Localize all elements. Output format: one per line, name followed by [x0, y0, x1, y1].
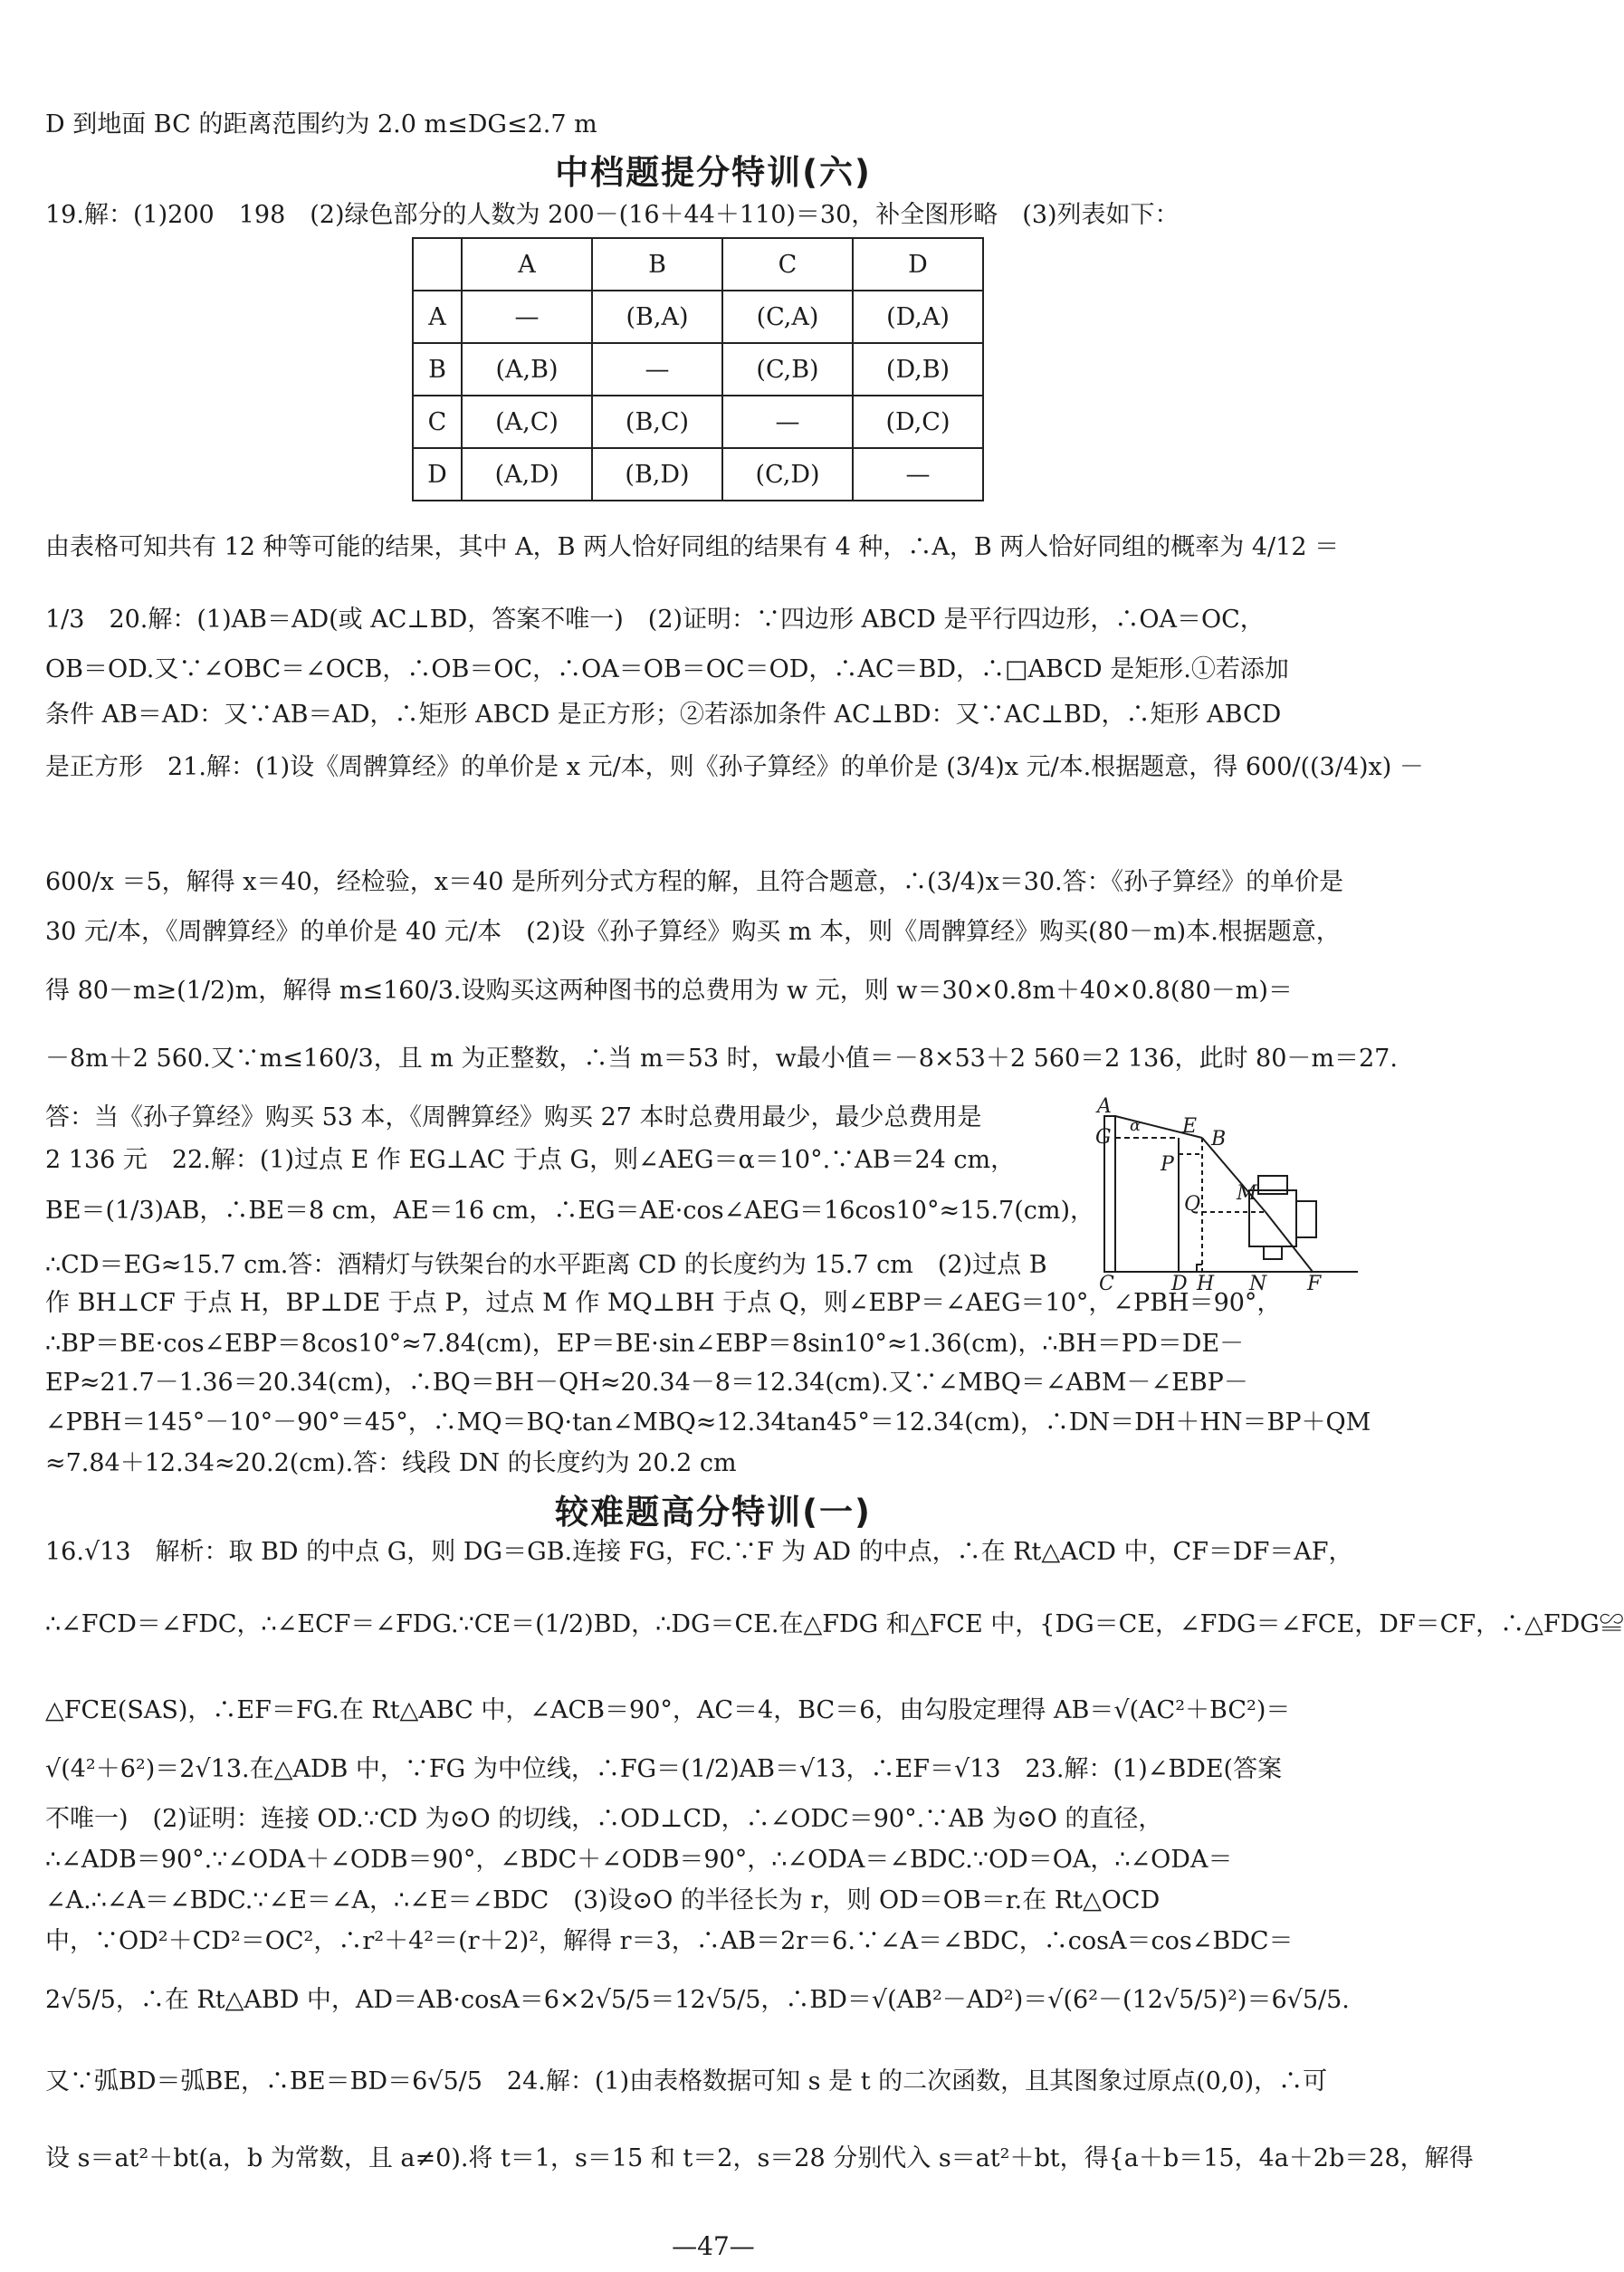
table-cell: (A,C) — [462, 396, 592, 448]
table-cell: B — [413, 343, 462, 396]
label-c: C — [1099, 1273, 1114, 1295]
text-line: 1/3 20.解：(1)AB＝AD(或 AC⊥BD，答案不唯一) (2)证明：∵四边形 ABCD 是平行四边形，∴OA＝OC， — [45, 606, 1265, 634]
table-header-row — [413, 238, 983, 291]
table-cell: (D,C) — [853, 396, 983, 448]
table-cell: (B,A) — [592, 291, 722, 343]
text-line: BE＝(1/3)AB，∴BE＝8 cm，AE＝16 cm，∴EG＝AE·cos∠AEG＝16cos10°≈15.7(cm)， — [45, 1197, 1094, 1225]
label-q: Q — [1184, 1193, 1201, 1216]
table-cell: A — [462, 238, 592, 291]
table-cell: (D,A) — [853, 291, 983, 343]
label-p: P — [1161, 1153, 1174, 1176]
text-line: 作 BH⊥CF 于点 H，BP⊥DE 于点 P，过点 M 作 MQ⊥BH 于点 Q，则∠EBP＝∠AEG＝10°，∠PBH＝90°， — [45, 1289, 1282, 1317]
text-line: 是正方形 21.解：(1)设《周髀算经》的单价是 x 元/本，则《孙子算经》的单价是 (3/4)x 元/本.根据题意，得 600/((3/4)x) － — [45, 753, 1424, 781]
table-cell: — — [722, 396, 853, 448]
table-cell: C — [722, 238, 853, 291]
text-line: 16.√13 解析：取 BD 的中点 G，则 DG＝GB.连接 FG，FC.∵F 为 AD 的中点，∴在 Rt△ACD 中，CF＝DF＝AF， — [45, 1538, 1353, 1566]
label-d: D — [1171, 1273, 1188, 1295]
table-cell: D — [413, 448, 462, 501]
table-row — [413, 396, 983, 448]
text-line: ≈7.84＋12.34≈20.2(cm).答：线段 DN 的长度约为 20.2 cm — [45, 1449, 737, 1477]
burner-base — [1264, 1246, 1282, 1259]
table-cell: — — [462, 291, 592, 343]
table-row — [413, 291, 983, 343]
text-line: 30 元/本，《周髀算经》的单价是 40 元/本 (2)设《孙子算经》购买 m 本，则《周髀算经》购买(80－m)本.根据题意， — [45, 918, 1341, 946]
text-line: 得 80－m≥(1/2)m，解得 m≤160/3.设购买这两种图书的总费用为 w 元，则 w＝30×0.8m＋40×0.8(80－m)＝ — [45, 977, 1293, 1005]
text-line: EP≈21.7－1.36＝20.34(cm)，∴BQ＝BH－QH≈20.34－8＝12.34(cm).又∵∠MBQ＝∠ABM－∠EBP－ — [45, 1369, 1248, 1397]
text-line: ∠PBH＝145°－10°－90°＝45°，∴MQ＝BQ·tan∠MBQ≈12.34tan45°＝12.34(cm)，∴DN＝DH＋HN＝BP＋QM — [45, 1408, 1371, 1437]
text-line: ∴∠FCD＝∠FDC，∴∠ECF＝∠FDG.∵CE＝(1/2)BD，∴DG＝CE.在△FDG 和△FCE 中，{DG＝CE，∠FDG＝∠FCE，DF＝CF，∴△FDG≌ — [45, 1610, 1624, 1638]
text-line: 中，∵OD²＋CD²＝OC²，∴r²＋4²＝(r＋2)²，解得 r＝3，∴AB＝2r＝6.∵∠A＝∠BDC，∴cosA＝cos∠BDC＝ — [45, 1927, 1294, 1955]
table-cell: A — [413, 291, 462, 343]
grouping-table — [412, 237, 984, 501]
section-heading: 中档题提分特训(六) — [555, 153, 872, 192]
text-line: 条件 AB＝AD：又∵AB＝AD，∴矩形 ABCD 是正方形；②若添加条件 AC⊥BD：又∵AC⊥BD，∴矩形 ABCD — [45, 701, 1282, 729]
rod-mf — [1266, 1212, 1313, 1272]
text-line: ∴BP＝BE·cos∠EBP＝8cos10°≈7.84(cm)，EP＝BE·sin∠EBP＝8sin10°≈1.36(cm)，∴BH＝PD＝DE－ — [45, 1330, 1245, 1358]
table-cell: (B,C) — [592, 396, 722, 448]
text-line: 600/x ＝5，解得 x＝40，经检验，x＝40 是所列分式方程的解，且符合题意，∴(3/4)x＝30.答：《孙子算经》的单价是 — [45, 868, 1344, 896]
page-number: —47— — [672, 2231, 755, 2261]
table-cell: (A,D) — [462, 448, 592, 501]
table-cell: (A,B) — [462, 343, 592, 396]
label-h: H — [1197, 1273, 1215, 1295]
text-line: D 到地面 BC 的距离范围约为 2.0 m≤DG≤2.7 m — [45, 110, 597, 138]
burner-side — [1296, 1201, 1316, 1237]
table-cell: (C,D) — [722, 448, 853, 501]
table-cell: — — [853, 448, 983, 501]
table-cell: B — [592, 238, 722, 291]
text-line: 答：当《孙子算经》购买 53 本，《周髀算经》购买 27 本时总费用最少，最少总费用是 — [45, 1103, 982, 1131]
text-line: √(4²＋6²)＝2√13.在△ADB 中，∵FG 为中位线，∴FG＝(1/2)AB＝√13，∴EF＝√13 23.解：(1)∠BDE(答案 — [45, 1755, 1283, 1783]
text-line: 2√5/5，∴在 Rt△ABD 中，AD＝AB·cosA＝6×2√5/5＝12√5/5，∴BD＝√(AB²－AD²)＝√(6²－(12√5/5)²)＝6√5/5. — [45, 1986, 1350, 2014]
text-line: －8m＋2 560.又∵m≤160/3，且 m 为正整数，∴当 m＝53 时，w最小值＝－8×53＋2 560＝2 136，此时 80－m＝27. — [45, 1045, 1398, 1073]
label-alpha: α — [1130, 1116, 1142, 1135]
label-e: E — [1182, 1115, 1198, 1138]
table-cell: — — [592, 343, 722, 396]
table-cell: D — [853, 238, 983, 291]
label-m: M — [1237, 1182, 1257, 1205]
text-line: ∠A.∴∠A＝∠BDC.∵∠E＝∠A，∴∠E＝∠BDC (3)设⊙O 的半径长为 r，则 OD＝OB＝r.在 Rt△OCD — [45, 1886, 1161, 1914]
label-n: N — [1249, 1273, 1267, 1295]
table-row — [413, 343, 983, 396]
label-f: F — [1307, 1273, 1322, 1295]
table-cell: (D,B) — [853, 343, 983, 396]
text-line: OB＝OD.又∵∠OBC＝∠OCB，∴OB＝OC，∴OA＝OB＝OC＝OD，∴AC＝BD，∴□ABCD 是矩形.①若添加 — [45, 655, 1289, 683]
label-b: B — [1211, 1128, 1227, 1150]
table-cell: (C,B) — [722, 343, 853, 396]
text-line: 由表格可知共有 12 种等可能的结果，其中 A，B 两人恰好同组的结果有 4 种，∴A，B 两人恰好同组的概率为 4/12 ＝ — [45, 533, 1340, 561]
text-line: 19.解：(1)200 198 (2)绿色部分的人数为 200－(16＋44＋110)＝30，补全图形略 (3)列表如下： — [45, 201, 1180, 229]
text-line: ∴CD＝EG≈15.7 cm.答：酒精灯与铁架台的水平距离 CD 的长度约为 15.7 cm (2)过点 B — [45, 1251, 1047, 1279]
text-line: 不唯一) (2)证明：连接 OD.∵CD 为⊙O 的切线，∴OD⊥CD，∴∠ODC＝90°.∵AB 为⊙O 的直径， — [45, 1805, 1163, 1833]
label-g: G — [1095, 1126, 1112, 1149]
table-cell: (B,D) — [592, 448, 722, 501]
apparatus-figure — [1095, 1095, 1367, 1295]
section-heading: 较难题高分特训(一) — [555, 1493, 872, 1532]
table-cell — [413, 238, 462, 291]
text-line: 又∵弧BD＝弧BE，∴BE＝BD＝6√5/5 24.解：(1)由表格数据可知 s 是 t 的二次函数，且其图象过原点(0,0)，∴可 — [45, 2067, 1328, 2095]
text-line: 设 s＝at²＋bt(a，b 为常数，且 a≠0).将 t＝1，s＝15 和 t＝2，s＝28 分别代入 s＝at²＋bt，得{a＋b＝15，4a＋2b＝28，解得 — [45, 2144, 1474, 2172]
text-line: ∴∠ADB＝90°.∵∠ODA＋∠ODB＝90°，∠BDC＋∠ODB＝90°，∴∠ODA＝∠BDC.∵OD＝OA，∴∠ODA＝ — [45, 1846, 1233, 1874]
table-cell: C — [413, 396, 462, 448]
text-line: 2 136 元 22.解：(1)过点 E 作 EG⊥AC 于点 G，则∠AEG＝α＝10°.∵AB＝24 cm， — [45, 1146, 1016, 1174]
text-line: △FCE(SAS)，∴EF＝FG.在 Rt△ABC 中，∠ACB＝90°，AC＝4，BC＝6，由勾股定理得 AB＝√(AC²＋BC²)＝ — [45, 1696, 1291, 1724]
table-row — [413, 448, 983, 501]
table-cell: (C,A) — [722, 291, 853, 343]
label-a: A — [1097, 1095, 1112, 1118]
